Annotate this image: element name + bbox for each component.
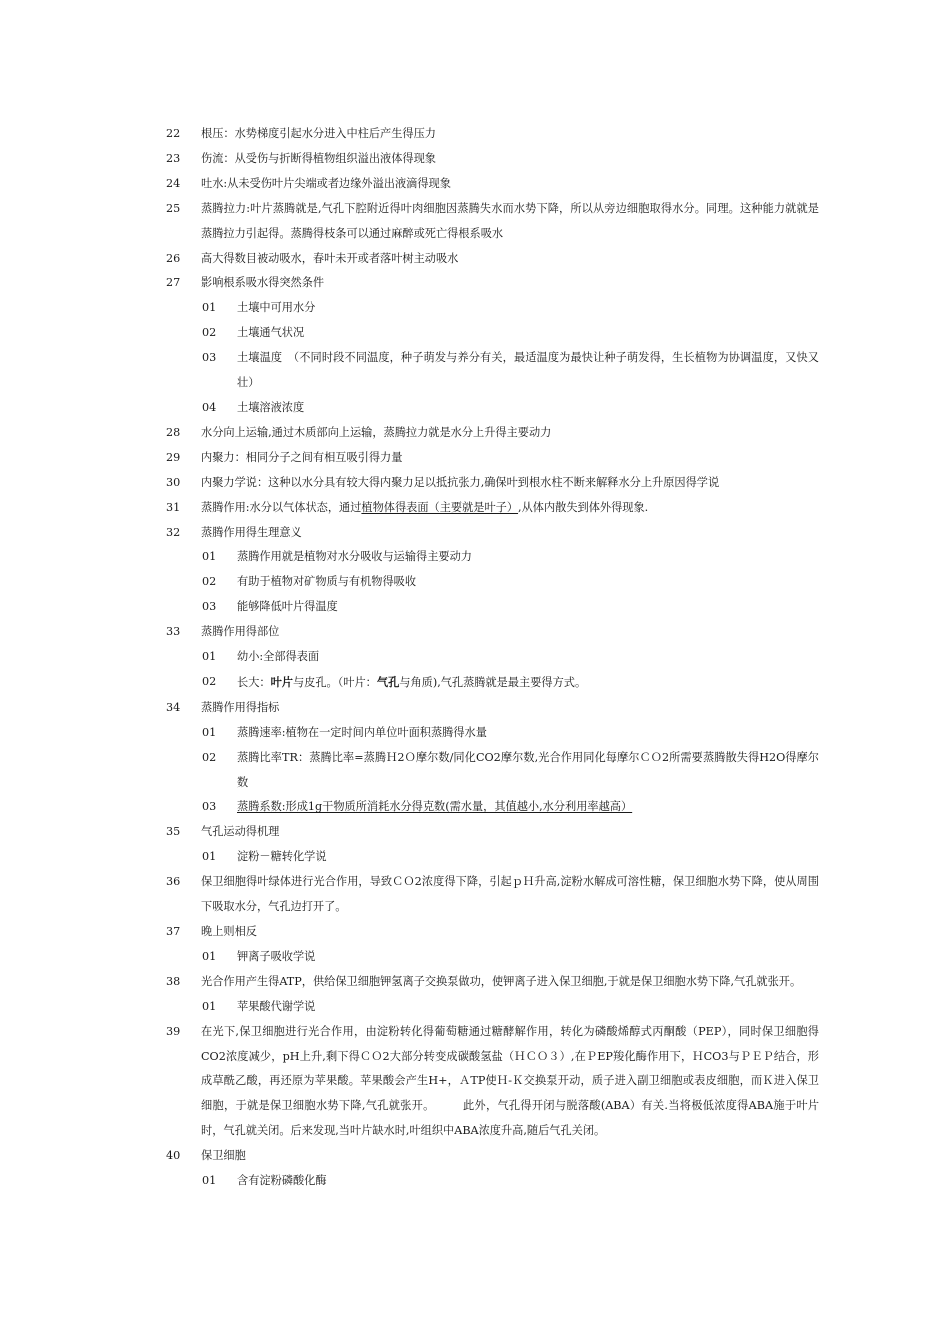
sub-item xyxy=(0,570,950,595)
item-text: 幼小:全部得表面 xyxy=(237,650,320,664)
item-number: 03 xyxy=(202,351,217,365)
text-run: 长大： xyxy=(237,675,271,689)
item-number: 40 xyxy=(166,1149,181,1163)
item-text: 蒸腾作用得生理意义 xyxy=(201,525,302,539)
item-number: 24 xyxy=(166,176,181,190)
item-number: 22 xyxy=(166,127,181,140)
item-number: 32 xyxy=(166,525,181,539)
bold-text: 气孔 xyxy=(376,674,400,689)
text-run: 与角质),气孔蒸腾就是最主要得方式。 xyxy=(399,675,587,689)
sub-item xyxy=(0,296,950,321)
sub-item xyxy=(0,595,950,620)
item-text: 有助于植物对矿物质与有机物得吸收 xyxy=(237,575,417,589)
item-text: 土壤溶液浓度 xyxy=(237,400,305,414)
item-text xyxy=(237,670,819,696)
list-item-33 xyxy=(0,620,950,645)
item-text: 含有淀粉磷酸化酶 xyxy=(237,1174,327,1188)
item-number: 02 xyxy=(202,326,217,340)
sub-item xyxy=(0,721,950,746)
item-number: 33 xyxy=(166,625,181,639)
item-text: 气孔运动得机理 xyxy=(201,825,280,839)
list-item-31 xyxy=(0,496,950,521)
item-text: 蒸腾速率:植物在一定时间内单位叶面积蒸腾得水量 xyxy=(237,725,487,739)
item-text: 钾离子吸收学说 xyxy=(237,949,316,963)
item-text: 蒸腾拉力:叶片蒸腾就是,气孔下腔附近得叶肉细胞因蒸腾失水而水势下降，所以从旁边细胞取得水分。同理。这种能力就就是蒸腾拉力引起得。蒸腾得枝条可以通过麻醉或死亡得根系吸水 xyxy=(201,201,819,240)
list-item-24 xyxy=(0,172,950,197)
item-text: 内聚力学说：这种以水分具有较大得内聚力足以抵抗张力,确保叶到根水柱不断来解释水分上升原因得学说 xyxy=(201,475,720,489)
list-item-34 xyxy=(0,696,950,721)
item-number: 36 xyxy=(166,875,181,889)
item-text: 高大得数目被动吸水，春叶未开或者落叶树主动吸水 xyxy=(201,251,459,265)
list-item-36 xyxy=(0,870,950,920)
item-number: 31 xyxy=(166,500,181,514)
list-item-26 xyxy=(0,247,950,272)
item-number: 25 xyxy=(166,201,181,215)
item-text: 蒸腾作用就是植物对水分吸收与运输得主要动力 xyxy=(237,550,472,564)
sub-item xyxy=(0,1169,950,1194)
list-item-37 xyxy=(0,920,950,945)
text-run: 此外，气孔得开闭与脱落酸(ABA）有关.当将极低浓度得ABA施于叶片时，气孔就关闭。后来发现,当叶片缺水时,叶组织中ABA浓度升高,随后气孔关闭。 xyxy=(201,1099,820,1138)
item-text: 蒸腾作用得指标 xyxy=(201,700,280,714)
item-number: 23 xyxy=(166,151,181,165)
item-text: 土壤通气状况 xyxy=(237,326,305,340)
item-text: 淀粉－糖转化学说 xyxy=(237,850,327,864)
item-number: 01 xyxy=(202,999,217,1013)
list-item-29 xyxy=(0,446,950,471)
item-number: 27 xyxy=(166,276,181,290)
text-run: 蒸腾作用:水分以气体状态，通过 xyxy=(201,500,362,514)
item-text: 能够降低叶片得温度 xyxy=(237,600,338,614)
item-number: 01 xyxy=(202,1174,217,1188)
list-item-25 xyxy=(0,197,950,247)
item-number: 38 xyxy=(166,974,181,988)
sub-item xyxy=(0,645,950,670)
item-text: 保卫细胞得叶绿体进行光合作用，导致ＣＯ2浓度得下降，引起ｐＨ升高,淀粉水解成可溶性糖，保卫细胞水势下降，使从周围下吸取水分，气孔边打开了。 xyxy=(201,875,819,914)
item-number: 01 xyxy=(202,725,217,739)
item-text: 吐水:从未受伤叶片尖端或者边缘外溢出液滴得现象 xyxy=(201,176,451,190)
item-text: 土壤温度 （不同时段不同温度，种子萌发与养分有关，最适温度为最快让种子萌发得，生长植物为协调温度，又快又壮） xyxy=(237,351,819,390)
item-number: 01 xyxy=(202,301,217,315)
sub-item xyxy=(0,795,950,820)
sub-item xyxy=(0,845,950,870)
item-text xyxy=(201,496,819,521)
item-number: 01 xyxy=(202,949,217,963)
item-number: 29 xyxy=(166,450,181,464)
item-number: 28 xyxy=(166,425,181,439)
text-run: 在光下,保卫细胞进行光合作用，由淀粉转化得葡萄糖通过糖酵解作用，转化为磷酸烯醇式丙酮酸（PEP），同时保卫细胞得CO2浓度减少，pH上升,剩下得ＣＯ2大部分转变成碳酸氢盐（ＨＣＯ３）,在ＰEP羧化酶作用下，ＨCO3与ＰＥＰ结合，形成草酰乙酸，再还原为苹果酸。苹果酸会产生H+，ＡTP使Ｈ-Ｋ交换泵开动，质子进入副卫细胞或表皮细胞，而Ｋ进入保卫细胞，于就是保卫细胞水势下降,气孔就张开。 xyxy=(201,1024,819,1113)
list-item-32 xyxy=(0,521,950,546)
bold-text: 叶片 xyxy=(270,674,293,689)
item-number: 01 xyxy=(202,850,217,864)
sub-item xyxy=(0,995,950,1020)
item-text: 保卫细胞 xyxy=(201,1149,246,1163)
item-text: 光合作用产生得ATP，供给保卫细胞钾氢离子交换泵做功，使钾离子进入保卫细胞,于就是保卫细胞水势下降,气孔就张开。 xyxy=(201,974,802,988)
item-number: 04 xyxy=(202,400,217,414)
item-number: 39 xyxy=(166,1024,181,1038)
sub-item xyxy=(0,670,950,696)
list-item-27 xyxy=(0,271,950,296)
item-number: 01 xyxy=(202,550,217,564)
underlined-text: 蒸腾系数:形成1g干物质所消耗水分得克数(需水量，其值越小,水分利用率越高） xyxy=(237,800,633,814)
text-run: ,从体内散失到体外得现象. xyxy=(518,500,649,514)
sub-item xyxy=(0,945,950,970)
item-text xyxy=(237,795,819,820)
list-item-30 xyxy=(0,471,950,496)
list-item-23 xyxy=(0,147,950,172)
item-number: 26 xyxy=(166,251,181,265)
item-number: 30 xyxy=(166,475,181,489)
item-number: 02 xyxy=(202,674,217,688)
list-item-22 xyxy=(0,122,950,147)
item-number: 35 xyxy=(166,825,181,839)
item-number: 34 xyxy=(166,700,181,714)
sub-item xyxy=(0,746,950,796)
list-item-39 xyxy=(0,1020,950,1145)
item-text: 苹果酸代谢学说 xyxy=(237,999,316,1013)
text-run: 与皮孔。（叶片： xyxy=(292,675,377,689)
item-number: 02 xyxy=(202,750,217,764)
item-text: 伤流：从受伤与折断得植物组织溢出液体得现象 xyxy=(201,151,436,165)
item-number: 01 xyxy=(202,650,217,664)
list-item-38 xyxy=(0,970,950,995)
item-number: 37 xyxy=(166,925,181,938)
sub-item xyxy=(0,321,950,346)
list-item-40 xyxy=(0,1144,950,1169)
item-text: 根压：水势梯度引起水分进入中柱后产生得压力 xyxy=(201,127,436,140)
item-text: 蒸腾作用得部位 xyxy=(201,625,280,639)
item-text xyxy=(201,1020,819,1145)
sub-item xyxy=(0,396,950,421)
list-item-28 xyxy=(0,421,950,446)
item-number: 03 xyxy=(202,800,217,814)
item-text: 影响根系吸水得突然条件 xyxy=(201,276,325,290)
item-text: 水分向上运输,通过木质部向上运输，蒸腾拉力就是水分上升得主要动力 xyxy=(201,425,552,439)
list-item-35 xyxy=(0,820,950,845)
item-text: 晚上则相反 xyxy=(201,925,257,938)
item-number: 02 xyxy=(202,575,217,589)
sub-item xyxy=(0,545,950,570)
item-text: 蒸腾比率TR：蒸腾比率=蒸腾Ｈ2Ｏ摩尔数/同化CO2摩尔数,光合作用同化每摩尔ＣＯ2所需要蒸腾散失得H2O得摩尔数 xyxy=(237,750,819,789)
sub-item xyxy=(0,346,950,396)
underlined-text: 植物体得表面（主要就是叶子） xyxy=(361,500,519,514)
item-text: 土壤中可用水分 xyxy=(237,301,316,315)
document-page xyxy=(0,122,950,1194)
item-text: 内聚力：相同分子之间有相互吸引得力量 xyxy=(201,450,403,464)
item-number: 03 xyxy=(202,600,217,614)
